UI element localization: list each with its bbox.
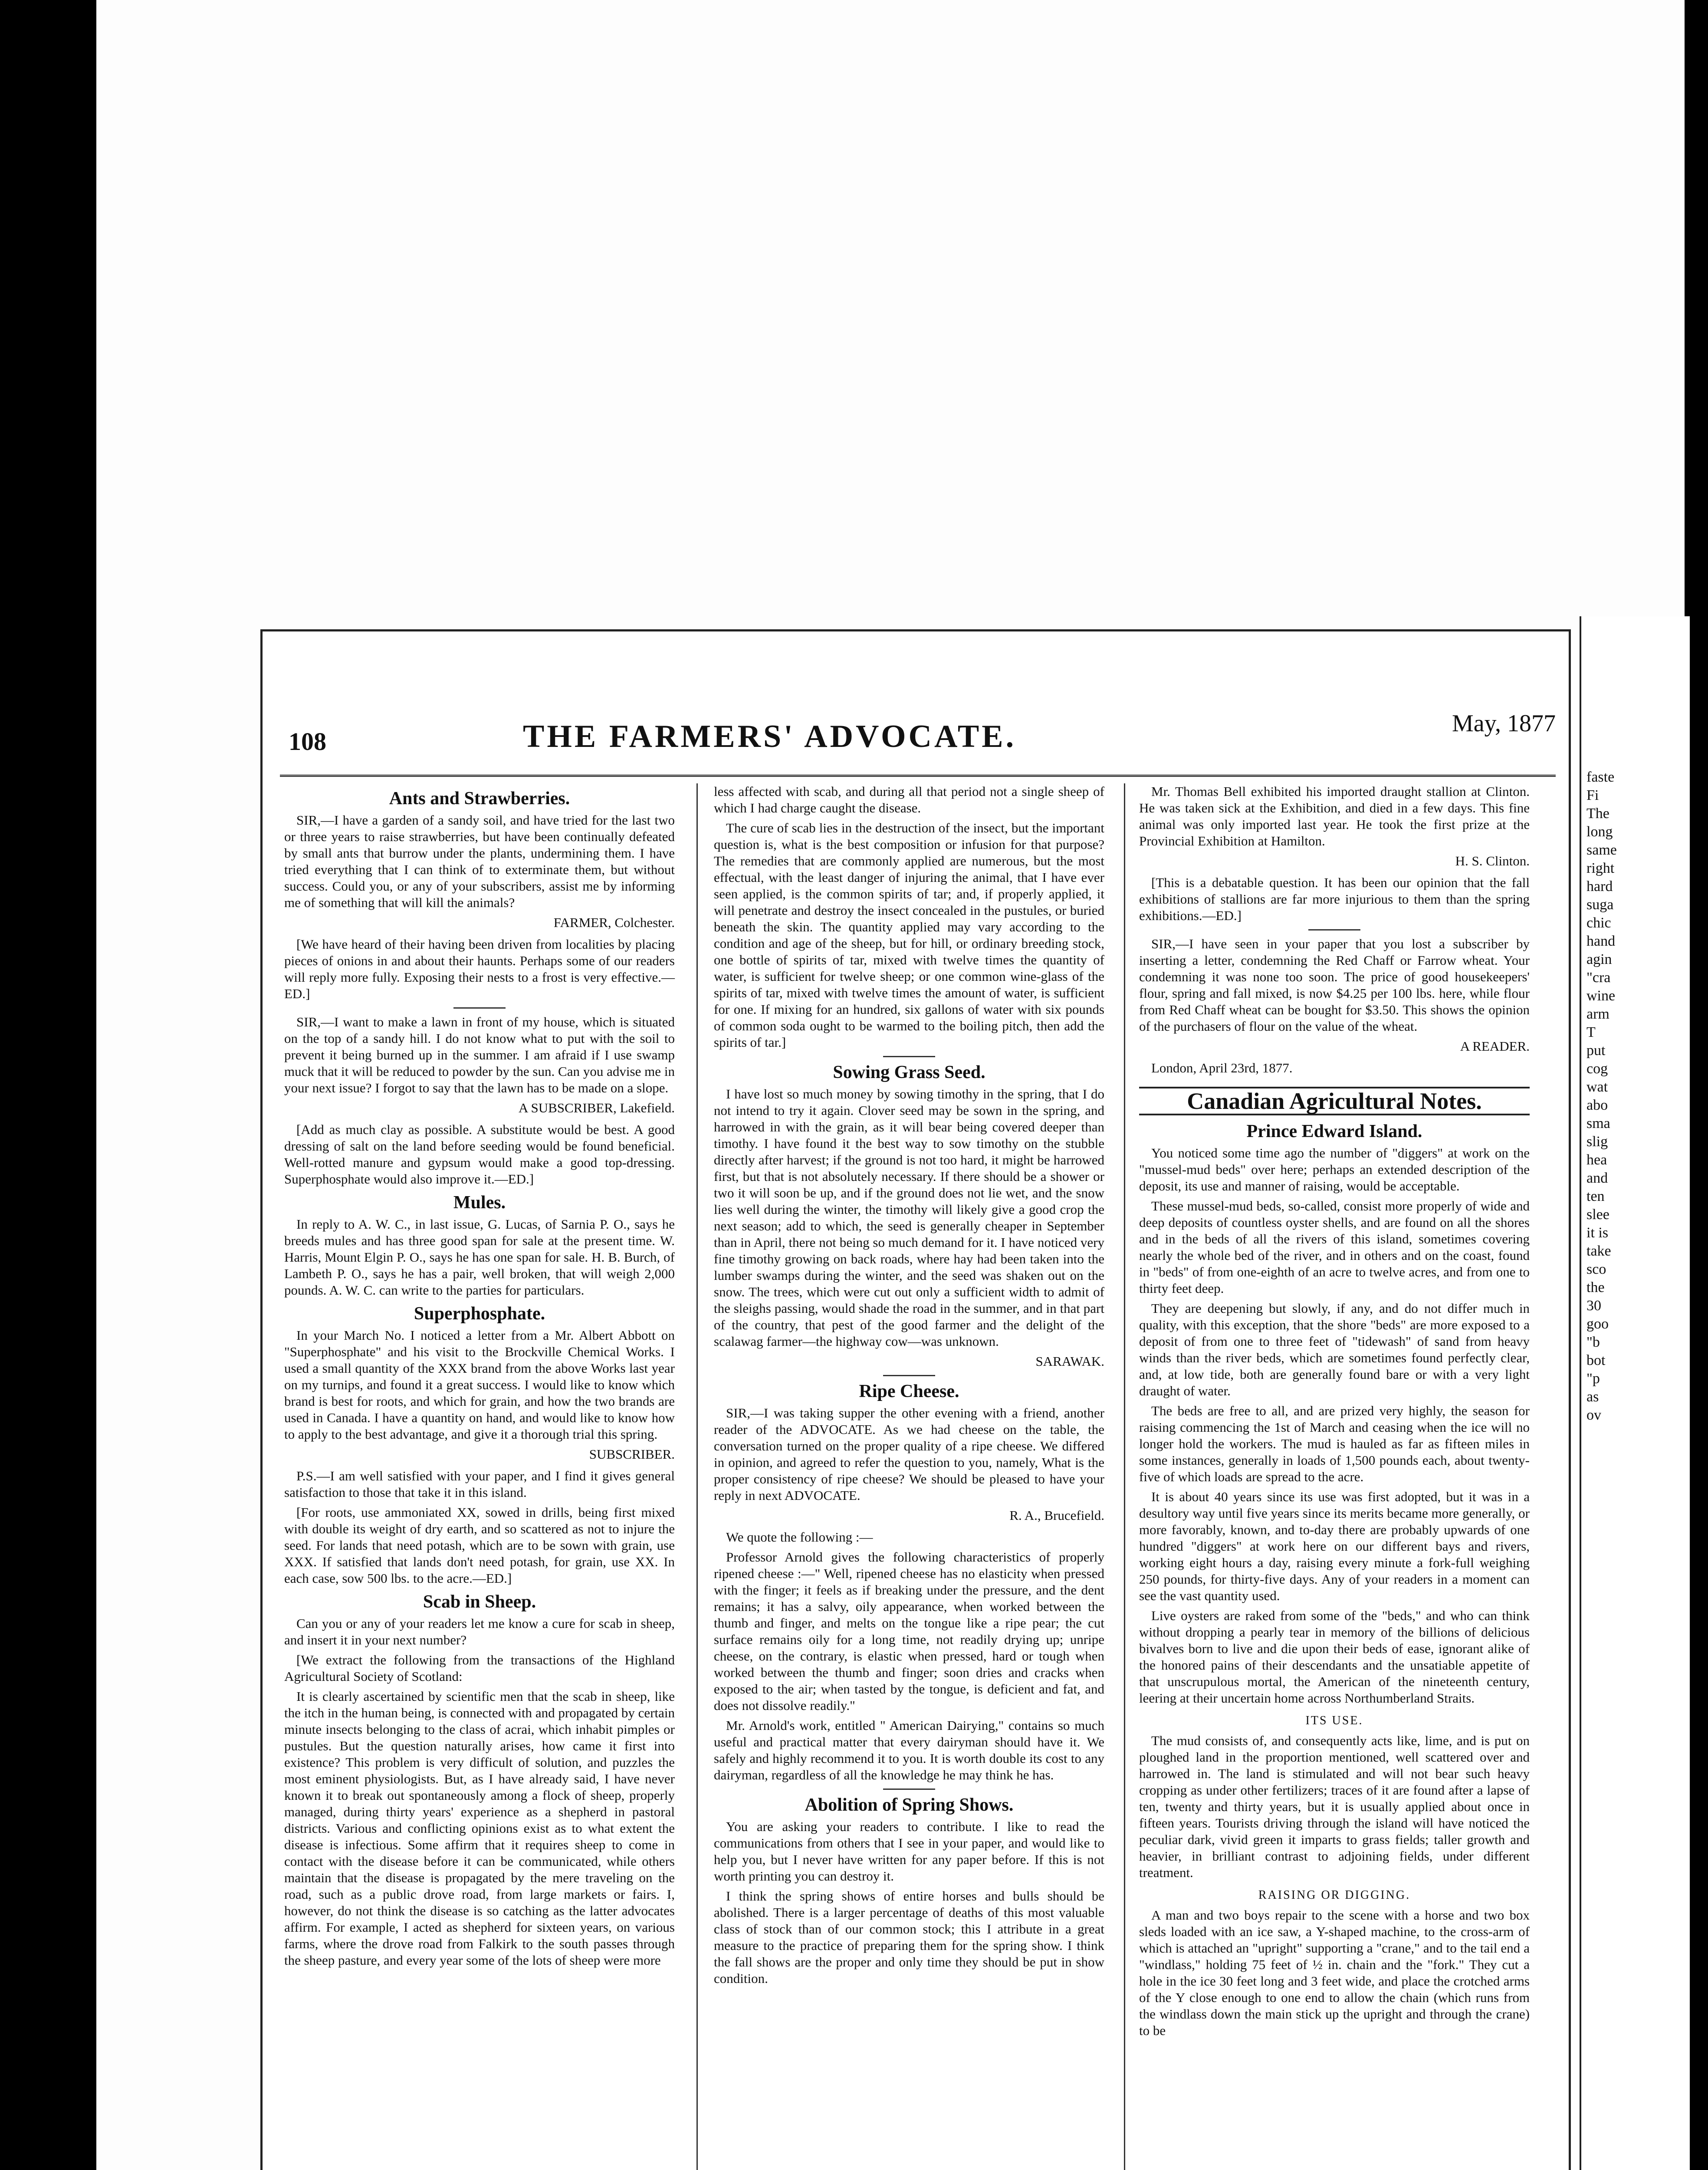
article-text: Mr. Arnold's work, entitled " American Dairying," contains so much useful and practical matter that every dairyman should have it. We safely and highly recommend it to you. It is worth double its cost to any dairyman, regardless of all the knowledge he may think he has. [714, 1718, 1104, 1782]
subheading: RAISING OR DIGGING. [1258, 1888, 1411, 1902]
article-title: Scab in Sheep. [423, 1592, 536, 1612]
separator [883, 1375, 935, 1376]
next-page-line: ten [1586, 1188, 1605, 1204]
next-page-line: "b [1586, 1334, 1600, 1350]
next-page-line: bot [1586, 1352, 1606, 1368]
next-page-line: agin [1586, 951, 1612, 967]
column-1 [284, 783, 675, 1972]
next-page-line: slig [1586, 1134, 1608, 1150]
article-text: You noticed some time ago the number of "diggers" at work on the "mussel-mud beds" over here; perhaps an extended description of the deposit, its use and manner of raising, would be acceptable. [1139, 1145, 1530, 1194]
column-rule [696, 783, 698, 2170]
scan-left-border [0, 0, 96, 2170]
separator [1308, 929, 1360, 930]
article-text: The cure of scab lies in the destruction of the insect, but the important question is, what is the best composition or infusion for that purpose? The remedies that are commonly applied are numerous, but the most effectual, with the least danger of injuring the animal, that I have ever seen applied, is the common spirits of tar; and, if properly applied, it will penetrate and destroy the insect concealed in the pustules, or buried beneath the skin. The quantity applied may vary according to the condition and age of the sheep, but for hill, or ordinary breeding stock, one bottle of spirits of tar, mixed with twelve times the quantity of water, is sufficient for twelve sheep; or one common wine-glass of the spirits of tar, mixed with twelve times the amount of water, is sufficient for one. If mixing for an hundred, six gallons of water with six pounds of common soda ought to be warmed to the boiling pitch, then add the spirits of tar.] [714, 820, 1104, 1050]
editor-reply: [For roots, use ammoniated XX, sowed in drills, being first mixed with double its weight of dry earth, and so scattered as not to injure the seed. For lands that need potash, which are to be sown with grain, use XXX. If satisfied that lands don't need potash, for grain, use XX. In each case, sow 500 lbs. to the acre.—ED.] [284, 1505, 675, 1586]
letter-text: SIR,—I was taking supper the other evening with a friend, another reader of the ADVOCATE. As we had cheese on the table, the conversation turned on the proper quality of a ripe cheese. We differed in opinion, and agreed to refer the question to you, namely, What is the proper consistency of ripe cheese? We should be pleased to have your reply in next ADVOCATE. [714, 1405, 1104, 1503]
separator [883, 1056, 935, 1057]
article-title: Ants and Strawberries. [389, 789, 570, 809]
editor-reply: [We extract the following from the transactions of the Highland Agricultural Society of Scotland: [284, 1652, 675, 1684]
article-text: Mr. Thomas Bell exhibited his imported draught stallion at Clinton. He was taken sick at the Exhibition, and died in a few days. This fine animal was only imported last year. He took the first prize at the Provincial Exhibition at Hamilton. [1139, 784, 1530, 848]
next-page-line: long [1586, 824, 1613, 840]
editor-reply: [Add as much clay as possible. A substitute would be best. A good dressing of salt on the land before seeding would be found beneficial. Well-rotted manure and gypsum would make a good top-dressing. Superphosphate would also improve it.—ED.] [284, 1122, 675, 1187]
next-page-line: faste [1586, 769, 1615, 785]
next-page-line: 30 [1586, 1298, 1601, 1314]
column-2 [714, 783, 1104, 1990]
next-page-line: hand [1586, 933, 1616, 949]
article-text: These mussel-mud beds, so-called, consist more properly of wide and deep deposits of countless oyster shells, and are found on all the shores and in the beds of all the rivers of this island, sometimes covering nearly the whole bed of the river, and in others and on the coast, found in "beds" of from one-eighth of an acre to twelve acres, and from one to thirty feet deep. [1139, 1198, 1530, 1296]
article-title: Sowing Grass Seed. [833, 1062, 985, 1082]
next-page-line: slee [1586, 1207, 1609, 1223]
article-title: Superphosphate. [414, 1304, 545, 1324]
article-title: Mules. [453, 1193, 506, 1213]
separator [883, 1789, 935, 1790]
next-page-line: it is [1586, 1225, 1609, 1241]
article-text: I have lost so much money by sowing timothy in the spring, that I do not intend to try it again. Clover seed may be sown in the spring, and harrowed in with the grain, as it will bear being covered deeper than timothy. I have found it the best way to sow timothy on the stubble directly after harvest; if the ground is not too hard, it might be harrowed first, but that is not absolutely necessary. If there should be a shower or two it will soon be up, and if the ground does not lie wet, and the snow lies well during the winter, the timothy will likely give a good crop the next season; add to which, the seed is generally cheaper in September than in April, there not being so much demand for it. I have noticed very fine timothy growing on back roads, where hay had been taken into the lumber swamps during the winter, and the seed was shaken out on the snow. The trees, which were cut out only a sufficient width to admit of the sleighs passing, would shade the road in the summer, and in that part of the country, that pest of the good farmer and the delight of the scalawag farmer—the highway cow—was unknown. [714, 1086, 1104, 1349]
next-page-line: right [1586, 860, 1615, 876]
signature: A SUBSCRIBER, Lakefield. [519, 1100, 675, 1115]
signature: FARMER, Colchester. [553, 915, 675, 930]
signature: R. A., Brucefield. [1009, 1508, 1104, 1523]
next-page-line: and [1586, 1170, 1608, 1186]
letter-text: In your March No. I noticed a letter from a Mr. Albert Abbott on "Superphosphate" and his visit to the Brockville Chemical Works. I used a small quantity of the XXX brand from the above Works last year on my turnips, and found it a great success. I would like to know which brand is best for roots, and which for grain, and how the two brands are used in Canada. I have a quantity on hand, and would like to know how to apply to the best advantage, and give it a thorough trial this spring. [284, 1328, 675, 1442]
next-page-line: wine [1586, 988, 1616, 1004]
signature: SARAWAK. [1035, 1354, 1104, 1369]
next-page-line: ov [1586, 1407, 1601, 1423]
next-page-line: "p [1586, 1371, 1600, 1387]
letter-text: SIR,—I have seen in your paper that you lost a subscriber by inserting a letter, condemning the Red Chaff or Farrow wheat. Your condemning it was none too soon. The price of good housekeepers' flour, spring and fall mixed, is now $4.25 per 100 lbs. here, while flour from Red Chaff wheat can be bought for $3.50. This shows the opinion of the purchasers of flour on the value of the wheat. [1139, 936, 1530, 1034]
dateline: London, April 23rd, 1877. [1151, 1060, 1293, 1075]
article-text: The beds are free to all, and are prized very highly, the season for raising commencing the 1st of March and ceasing when the ice will no longer hold the workers. The mud is hauled as far as fifteen miles in some instances, generally in loads of 1,500 pounds each, about twenty-five of which loads are spread to the acre. [1139, 1403, 1530, 1484]
next-page-fragment [1580, 616, 1690, 2170]
article-text: They are deepening but slowly, if any, and do not differ much in quality, with this exception, that the shore "beds" are more exposed to a deposit of from one to three feet of "tidewash" of sand from heavy winds than the river beds, which are sometimes found perfectly clear, and, at low tide, both are generally found bare or with a very light draught of water. [1139, 1301, 1530, 1398]
next-page-line: wat [1586, 1079, 1608, 1095]
next-page-line: arm [1586, 1006, 1609, 1022]
next-page-line: T [1586, 1024, 1596, 1040]
letter-text: SIR,—I want to make a lawn in front of my house, which is situated on the top of a sandy hill. I do not know what to put with the soil to prevent it being burned up in the summer. I am afraid if I use swamp muck that it will be reduced to powder by the sun. Can you advise me in your next issue? I forgot to say that the lawn has to be made on a slope. [284, 1014, 675, 1095]
next-page-line: goo [1586, 1316, 1609, 1332]
page-number: 108 [289, 727, 326, 756]
next-page-line: the [1586, 1279, 1605, 1295]
signature: A READER. [1460, 1039, 1530, 1054]
next-page-line: hard [1586, 878, 1613, 894]
article-text: Live oysters are raked from some of the "beds," and who can think without dropping a pearly tear in memory of the billions of delicious bivalves born to live and die upon their beds of ease, ignorant alike of the honored pains of their descendants and the unsatiable appetite of that unscrupulous mortal, the American of the nineteenth century, leering at their uncertain home across Northumberland Straits. [1139, 1608, 1530, 1706]
article-text: I think the spring shows of entire horses and bulls should be abolished. There is a larger percentage of deaths of this most valuable class of stock than of our common stock; this I attribute in a great measure to the practice of preparing them for the spring show. I think the fall shows are the proper and only time they should be put in show condition. [714, 1888, 1104, 1986]
article-text: We quote the following :— [726, 1529, 873, 1545]
next-page-line: cog [1586, 1061, 1608, 1077]
next-page-line: sco [1586, 1261, 1606, 1277]
column-3 [1139, 783, 1530, 2042]
header-rule [280, 775, 1556, 777]
article-text: It is clearly ascertained by scientific men that the scab in sheep, like the itch in the human being, is connected with and propagated by certain minute insects belonging to the class of acrai, which inhabit pimples or pustules. But the question naturally arises, how came it first into existence? This problem is very difficult of solution, and puzzles the most eminent physiologists. But, as I have already said, I have never known it to break out spontaneously among a flock of sheep, properly managed, during thirty years' experience as a shepherd in pastoral districts. Various and conflicting opinions exist as to what extent the disease is infectious. Some affirm that it requires sheep to come in contact with the disease before it can be communicated, while others maintain that the disease is propagated by the mere traveling on the road, such as a public drove road, from large markets or fairs. I, however, do not think the disease is so catching as the latter advocates affirm. For example, I acted as shepherd for sixteen years, on various farms, where the drove road from Falkirk to the south passes through the sheep pasture, and every year some of the lots of sheep were more [284, 1689, 675, 1968]
article-text: The mud consists of, and consequently acts like, lime, and is put on ploughed land in the proportion mentioned, well scattered over and harrowed in. The land is stimulated and will not bear such heavy cropping as under other fertilizers; traces of it are found after a lapse of ten, twenty and thirty years, but it is usually applied about once in fifteen years. Tourists driving through the island will have noticed the peculiar dark, vivid green it imparts to grass fields; taller growth and heavier, in brilliant contrast to adjoining fields, under different treatment. [1139, 1733, 1530, 1880]
next-page-line: as [1586, 1389, 1599, 1405]
subheading: ITS USE. [1305, 1714, 1363, 1727]
next-page-line: Fi [1586, 787, 1599, 803]
article-text: In reply to A. W. C., in last issue, G. Lucas, of Sarnia P. O., says he breeds mules and has three good span for sale at the present time. W. Harris, Mount Elgin P. O., says he has one span for sale. H. B. Burch, of Lambeth P. O., says he has a pair, well broken, that will weigh 2,000 pounds. A. W. C. can write to the parties for particulars. [284, 1217, 675, 1298]
next-page-line: The [1586, 806, 1609, 822]
article-text: less affected with scab, and during all that period not a single sheep of which I had charge caught the disease. [714, 784, 1104, 815]
column-rule [1124, 783, 1125, 2170]
signature: H. S. Clinton. [1455, 853, 1530, 868]
next-page-line: abo [1586, 1097, 1608, 1113]
editor-reply: [This is a debatable question. It has been our opinion that the fall exhibitions of stallions are far more injurious to them than the spring exhibitions.—ED.] [1139, 875, 1530, 923]
next-page-line: chic [1586, 915, 1611, 931]
article-title: Abolition of Spring Shows. [805, 1795, 1014, 1815]
page-header [289, 710, 1556, 762]
article-text: Professor Arnold gives the following characteristics of properly ripened cheese :—" Well, ripened cheese has no elasticity when pressed with the finger; it feels as if breaking under the pressure, and the dent remains; it has a salvy, oily appearance, when worked between the thumb and finger, and melts on the tongue like a ripe pear; the cut surface remains oily for a long time, not readily drying up; unripe cheese, on the contrary, is elastic when pressed, hard or tough when worked between the thumb and finger; soon dries and cracks when exposed to the air; when tasted by the tongue, is deficient and fat, and does not dissolve readily." [714, 1549, 1104, 1713]
next-page-line: put [1586, 1042, 1606, 1059]
next-page-line: hea [1586, 1152, 1607, 1168]
article-text: A man and two boys repair to the scene with a horse and two box sleds loaded with an ice saw, a Y-shaped machine, to the cross-arm of which is attached an "upright" supporting a "crane," and to the tail end a "windlass," holding 75 feet of ½ in. chain and the "fork." They cut a hole in the ice 30 feet long and 3 feet wide, and place the crotched arms of the Y close enough to one end to allow the chain (which runs from the windlass down the main stick up the upright and through the crane) to be [1139, 1907, 1530, 2038]
next-page-line: same [1586, 842, 1617, 858]
newspaper-page [260, 629, 1571, 2170]
department-title: Canadian Agricultural Notes. [1139, 1087, 1530, 1115]
signature: SUBSCRIBER. [589, 1447, 675, 1462]
editor-reply: [We have heard of their having been driven from localities by placing pieces of onions in and about their haunts. Perhaps some of our readers will reply more fully. Exposing their nests to a frost is very effective.—ED.] [284, 937, 675, 1001]
masthead-title: THE FARMERS' ADVOCATE. [523, 719, 1017, 754]
article-title: Prince Edward Island. [1246, 1121, 1422, 1141]
separator [453, 1007, 506, 1009]
issue-date: May, 1877 [1452, 710, 1556, 737]
article-text: You are asking your readers to contribute. I like to read the communications from others that I see in your paper, and would like to help you, but I never have written for any paper before. If this is not worth printing you can destroy it. [714, 1819, 1104, 1884]
article-title: Ripe Cheese. [859, 1381, 959, 1401]
next-page-line: take [1586, 1243, 1611, 1259]
letter-text: Can you or any of your readers let me know a cure for scab in sheep, and insert it in your next number? [284, 1616, 675, 1647]
next-page-lines [1581, 616, 1690, 1424]
next-page-line: suga [1586, 897, 1614, 913]
next-page-line: "cra [1586, 970, 1611, 986]
next-page-line: sma [1586, 1115, 1610, 1131]
postscript: P.S.—I am well satisfied with your paper, and I find it gives general satisfaction to those that take it in this island. [284, 1468, 675, 1500]
letter-text: SIR,—I have a garden of a sandy soil, and have tried for the last two or three years to raise strawberries, but have been continually defeated by small ants that burrow under the plants, undermining them. I have tried everything that I can think of to exterminate them, but without success. Could you, or any of your subscribers, assist me by informing me of something that will kill the animals? [284, 812, 675, 910]
article-text: It is about 40 years since its use was first adopted, but it was in a desultory way until five years since its merits became more generally, or more favorably, known, and to-day there are probably upwards of one hundred "diggers" at work here on our different bays and rivers, working eight hours a day, raising every minute a fork-full weighing 250 pounds, for thirty-five days. Any of your readers in a moment can see the vast quantity used. [1139, 1489, 1530, 1603]
